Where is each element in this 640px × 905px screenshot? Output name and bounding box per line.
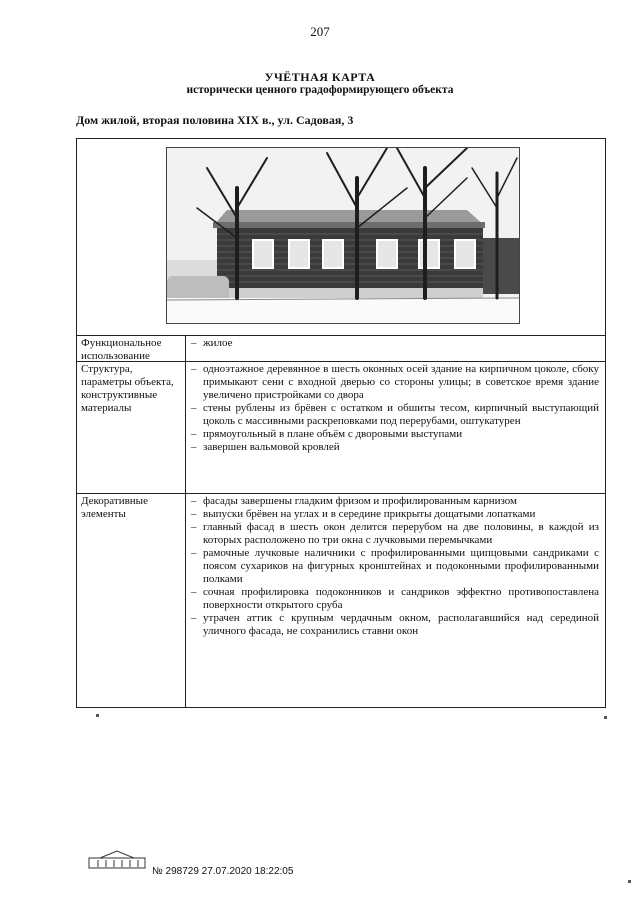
list-item: – утрачен аттик с крупным чердачным окном, располагавшийся над серединой уличного фасада, не сохранились ставни окон [189, 612, 599, 638]
building-photo [166, 147, 520, 324]
row-decorative [77, 493, 605, 708]
list-item: – прямоугольный в плане объём с дворовыми выступами [189, 428, 599, 441]
card-subtitle: исторически ценного градоформирующего объекта [186, 84, 454, 96]
list-item: – стены рублены из брёвен с остатком и обшиты тесом, кирпичный выступающий цоколь с массивными раскреповками под перерубами, оштукатурен [189, 402, 599, 428]
row-structure [77, 361, 605, 494]
list-item: – главный фасад в шесть окон делится перерубом на две половины, в каждой из которых расположено по три окна с лучковыми перемычками [189, 521, 599, 547]
list-item: – завершен вальмовой кровлей [189, 441, 599, 454]
row-functional-use [77, 335, 605, 362]
list-item: – сочная профилировка подоконников и сандриков эффектно противопоставлена поверхности открытого сруба [189, 586, 599, 612]
list-item: – жилое [189, 337, 599, 350]
card-title: УЧЁТНАЯ КАРТА [264, 70, 376, 84]
list-item: – одноэтажное деревянное в шесть оконных осей здание на кирпичном цоколе, сбоку примыкают сени с входной дверью со стороны улицы; в советское время здание увеличено пристройками со двора [189, 363, 599, 402]
list-item: – фасады завершены гладким фризом и профилированным карнизом [189, 495, 599, 508]
row-label: Функциональное использование [81, 337, 162, 362]
registry-stamp [88, 850, 146, 870]
list-item: – выпуски брёвен на углах и в середине прикрыты дощатыми лопатками [189, 508, 599, 521]
row-label: Структура, параметры объекта, конструктивные материалы [81, 363, 174, 414]
row-label: Декоративные элементы [81, 495, 148, 520]
page-number: 207 [310, 24, 330, 39]
registration-card-table [76, 138, 606, 708]
object-heading: Дом жилой, вторая половина XIX в., ул. Садовая, 3 [76, 113, 354, 127]
list-item: – рамочные лучковые наличники с профилированными щипцовыми сандриками с поясом сухариков на фигурных кронштейнах и подоконными профилированными полками [189, 547, 599, 586]
registration-number: № 298729 27.07.2020 18:22:05 [152, 866, 294, 877]
